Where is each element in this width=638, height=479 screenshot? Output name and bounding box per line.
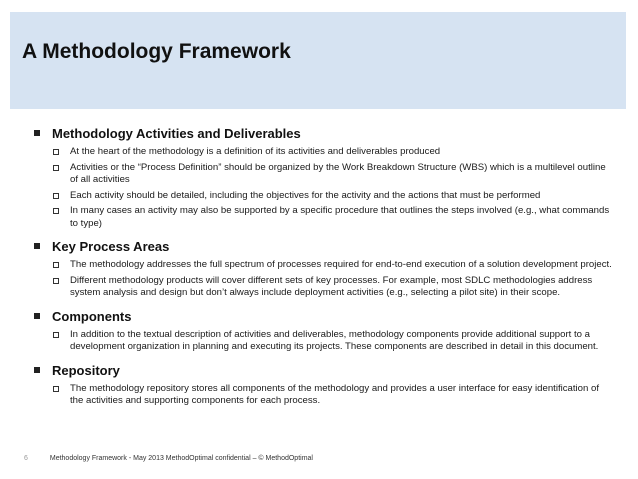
section-key-process-areas (34, 239, 614, 300)
list-item-text: At the heart of the methodology is a definition of its activities and deliverables produced (70, 146, 441, 157)
square-bullet-icon (34, 313, 40, 319)
list-item (34, 146, 614, 159)
list-item-text: Each activity should be detailed, including the objectives for the activity and the actions that must be performed (70, 189, 541, 201)
list-item-text: Different methodology products will cover different sets of key processes. For example, most SDLC methodologies address system analysis and design but don’t always include deployment activities (e.g., selecting a pilot site) in their scope. (70, 274, 593, 298)
square-bullet-icon (34, 243, 40, 249)
page-title: A Methodology Framework (22, 40, 291, 63)
square-bullet-icon (34, 367, 40, 373)
page-number: 6 (24, 455, 28, 462)
hollow-square-bullet-icon (53, 149, 59, 155)
hollow-square-bullet-icon (53, 386, 59, 392)
list-item-text: The methodology addresses the full spectrum of processes required for end-to-end execution of a solution development project. (70, 259, 612, 270)
content-area (34, 126, 614, 417)
list-item (34, 383, 614, 408)
section-heading (34, 309, 614, 325)
section-heading-text: Key Process Areas (52, 239, 170, 254)
list-item-text: In many cases an activity may also be supported by a specific procedure that outlines the steps involved (e.g., what commands to type) (70, 205, 610, 229)
list-item-text: The methodology repository stores all components of the methodology and provides a user interface for easy identification of the activities and supporting components for each process. (70, 382, 600, 406)
list-item (34, 275, 614, 300)
list-item-text: Activities or the “Process Definition” should be organized by the Work Breakdown Structure (WBS) which is a multilevel outline of all activities (70, 161, 606, 185)
section-activities (34, 126, 614, 230)
hollow-square-bullet-icon (53, 193, 59, 199)
list-item (34, 190, 614, 203)
footer-text: Methodology Framework - May 2013 MethodOptimal confidential – © MethodOptimal (49, 455, 313, 462)
hollow-square-bullet-icon (53, 208, 59, 214)
hollow-square-bullet-icon (53, 278, 59, 284)
list-item (34, 205, 614, 230)
list-item-text: In addition to the textual description of activities and deliverables, methodology components provide additional support to a development organization in planning and executing its projects. These components are described in detail in this document. (70, 328, 599, 352)
footer (24, 455, 313, 462)
section-heading-text: Repository (52, 362, 120, 378)
section-heading-text: Components (52, 308, 132, 324)
section-heading-text: Methodology Activities and Deliverables (52, 126, 301, 141)
section-components (34, 309, 614, 354)
list-item (34, 162, 614, 187)
title-bar (10, 12, 626, 109)
hollow-square-bullet-icon (53, 165, 59, 171)
section-heading (34, 239, 614, 255)
section-heading (34, 126, 614, 142)
section-heading (34, 363, 614, 379)
list-item (34, 259, 614, 272)
hollow-square-bullet-icon (53, 262, 59, 268)
section-repository (34, 363, 614, 408)
hollow-square-bullet-icon (53, 332, 59, 338)
square-bullet-icon (34, 130, 40, 136)
list-item (34, 329, 614, 354)
